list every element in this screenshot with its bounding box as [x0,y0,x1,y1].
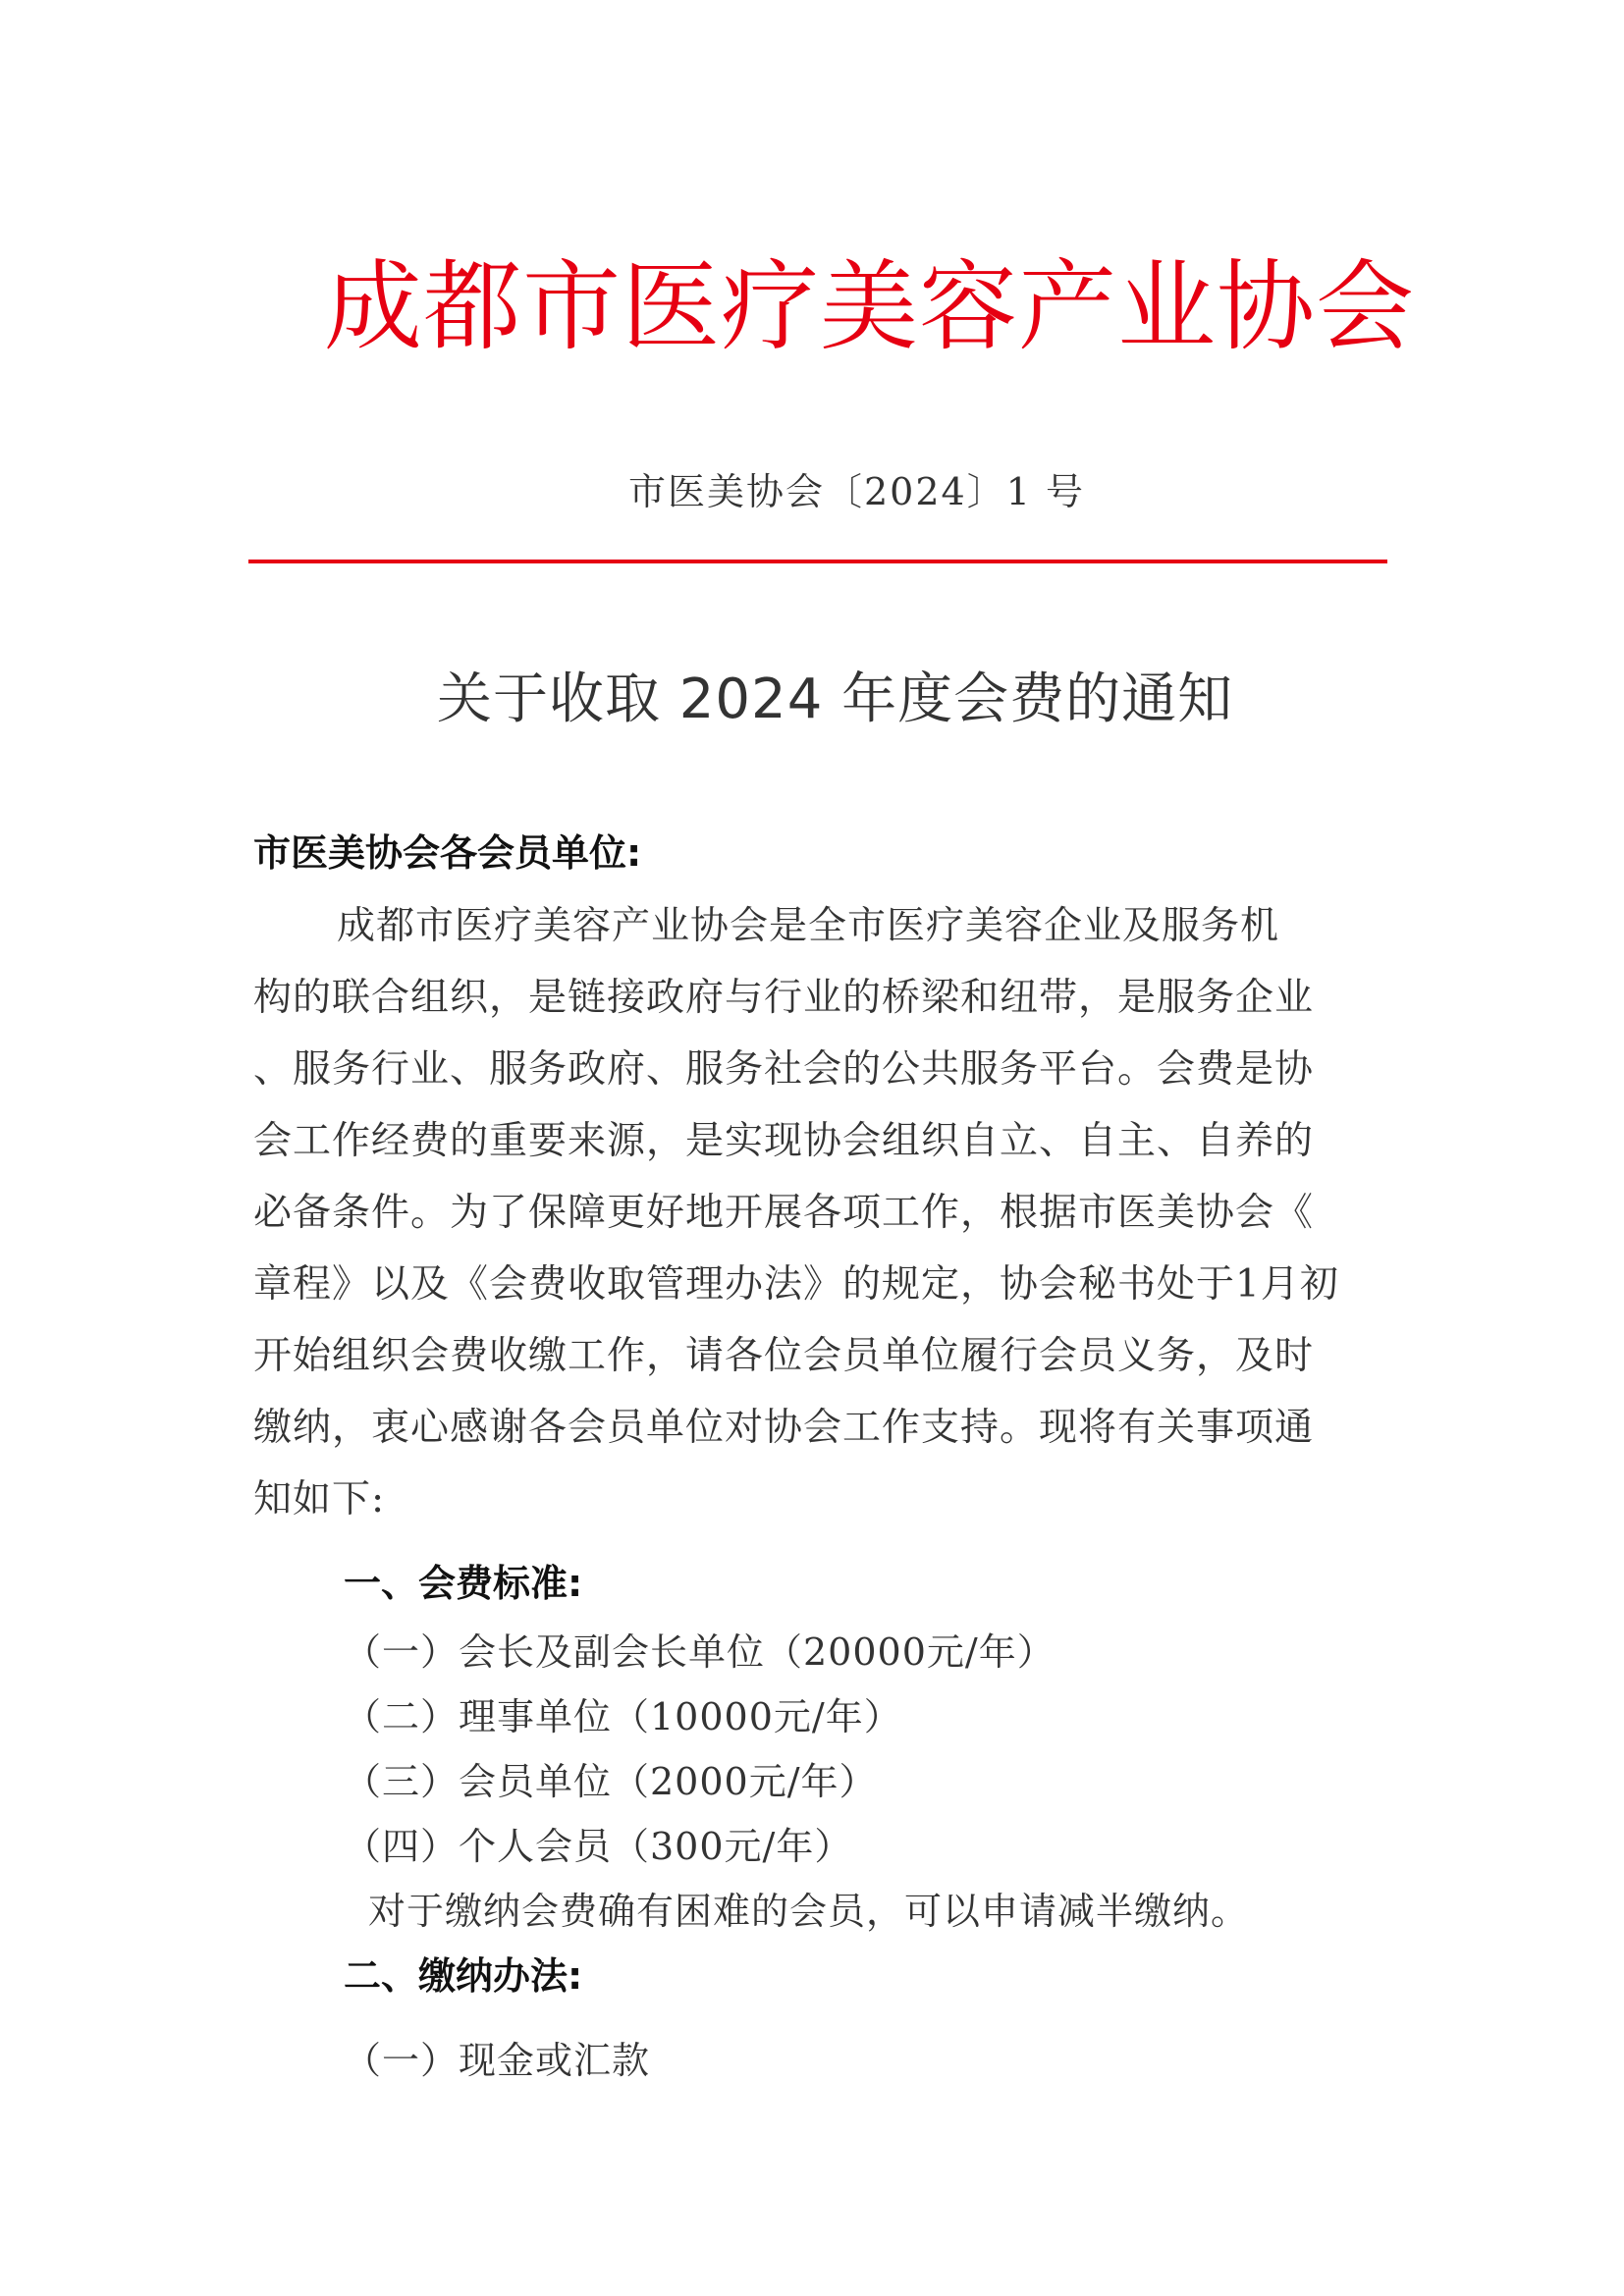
body-line: 会工作经费的重要来源，是实现协会组织自立、自主、自养的 [253,1119,1315,1163]
fee-item: （三）会员单位（2000元/年） [344,1760,878,1803]
body-line: 成都市医疗美容产业协会是全市医疗美容企业及服务机 [337,904,1280,948]
body-line: 开始组织会费收缴工作，请各位会员单位履行会员义务，及时 [253,1334,1315,1378]
salutation: 市医美协会各会员单位: [253,831,642,875]
payment-item: （一）现金或汇款 [344,2039,651,2082]
letterhead-title: 成都市医疗美容产业协会 [324,249,1415,364]
document-number: 市医美协会〔2024〕1 号 [628,470,1085,513]
fee-item: （一）会长及副会长单位（20000元/年） [344,1630,1056,1674]
section-heading-payment-method: 二、缴纳办法: [344,1954,583,1998]
body-line: 章程》以及《会费收取管理办法》的规定，协会秘书处于1月初 [253,1262,1339,1307]
fee-item: （四）个人会员（300元/年） [344,1825,853,1868]
notice-title: 关于收取 2024 年度会费的通知 [437,667,1234,731]
body-line: 必备条件。为了保障更好地开展各项工作，根据市医美协会《 [253,1191,1315,1235]
body-line: 、服务行业、服务政府、服务社会的公共服务平台。会费是协 [253,1047,1315,1092]
red-divider [248,560,1387,563]
body-line: 构的联合组织，是链接政府与行业的桥梁和纽带，是服务企业 [253,976,1315,1020]
body-line: 缴纳，衷心感谢各会员单位对协会工作支持。现将有关事项通 [253,1406,1315,1450]
section-heading-fee-standard: 一、会费标准: [344,1562,583,1605]
fee-item: （二）理事单位（10000元/年） [344,1695,902,1738]
body-line: 知如下: [253,1477,386,1522]
fee-note: 对于缴纳会费确有困难的会员，可以申请减半缴纳。 [368,1890,1250,1933]
